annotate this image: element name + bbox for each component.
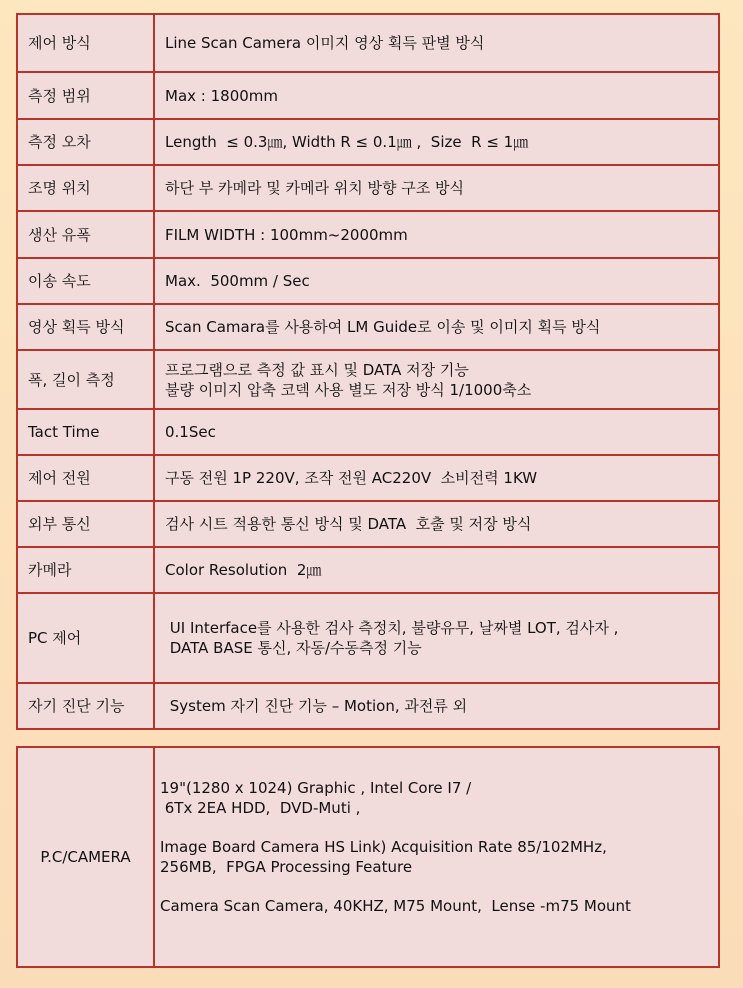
spec-value xyxy=(154,14,719,72)
spec-label: 제어 방식 xyxy=(17,14,154,72)
spec-label: 카메라 xyxy=(17,547,154,593)
spec-row xyxy=(17,683,719,729)
spec-value xyxy=(154,258,719,304)
spec-value-line: Line Scan Camera 이미지 영상 획득 판별 방식 xyxy=(165,34,485,52)
spec-label: 영상 획득 방식 xyxy=(17,304,154,350)
pc-camera-spec-line: Image Board Camera HS Link) Acquisition Rate 85/102MHz, xyxy=(160,838,607,856)
spec-row xyxy=(17,409,719,455)
spec-label: 폭, 길이 측정 xyxy=(17,350,154,409)
spec-row xyxy=(17,547,719,593)
spec-row xyxy=(17,165,719,211)
spec-label: Tact Time xyxy=(17,409,154,455)
spec-row xyxy=(17,211,719,258)
spec-value-line: UI Interface를 사용한 검사 측정치, 불량유무, 날짜별 LOT, 검사자 , xyxy=(165,619,619,637)
spec-row xyxy=(17,119,719,165)
spec-row xyxy=(17,501,719,547)
spec-row xyxy=(17,72,719,119)
spec-value xyxy=(154,409,719,455)
spec-row xyxy=(17,455,719,501)
pc-camera-label: P.C/CAMERA xyxy=(17,747,154,967)
spec-value-line: 프로그램으로 측정 값 표시 및 DATA 저장 기능 xyxy=(165,360,469,379)
spec-value xyxy=(154,593,719,683)
spec-value-line: FILM WIDTH : 100mm~2000mm xyxy=(165,225,408,244)
spec-row xyxy=(17,258,719,304)
pc-camera-specs xyxy=(154,747,719,967)
spec-value-line: Color Resolution 2㎛ xyxy=(165,561,322,579)
spec-value-line: 검사 시트 적용한 통신 방식 및 DATA 호출 및 저장 방식 xyxy=(165,515,532,533)
spec-value-line: Max : 1800mm xyxy=(165,86,278,105)
spec-value-line: System 자기 진단 기능 – Motion, 과전류 외 xyxy=(165,697,468,715)
spec-value xyxy=(154,547,719,593)
spec-value xyxy=(154,211,719,258)
spec-row xyxy=(17,350,719,409)
spacer xyxy=(157,877,718,896)
spec-value xyxy=(154,455,719,501)
spec-label: 측정 오차 xyxy=(17,119,154,165)
spec-label: 자기 진단 기능 xyxy=(17,683,154,729)
spec-value-line: 불량 이미지 압축 코덱 사용 별도 저장 방식 1/1000축소 xyxy=(165,380,532,399)
spec-row xyxy=(17,593,719,683)
spec-value-line: Scan Camara를 사용하여 LM Guide로 이송 및 이미지 획득 방식 xyxy=(165,318,601,336)
spec-value xyxy=(154,165,719,211)
pc-camera-spec-line: Camera Scan Camera, 40KHZ, M75 Mount, Lense -m75 Mount xyxy=(160,897,631,915)
spec-value-line: 하단 부 카메라 및 카메라 위치 방향 구조 방식 xyxy=(165,179,464,197)
spec-label: 생산 유폭 xyxy=(17,211,154,258)
spec-label: 이송 속도 xyxy=(17,258,154,304)
spec-value xyxy=(154,683,719,729)
spec-value xyxy=(154,72,719,119)
spec-value xyxy=(154,304,719,350)
spec-label: PC 제어 xyxy=(17,593,154,683)
spec-value-line: 구동 전원 1P 220V, 조작 전원 AC220V 소비전력 1KW xyxy=(165,469,538,487)
spec-value-line: DATA BASE 통신, 자동/수동측정 기능 xyxy=(165,639,422,657)
spec-label: 외부 통신 xyxy=(17,501,154,547)
spacer xyxy=(157,818,718,837)
pc-camera-table xyxy=(16,746,720,968)
spec-label: 조명 위치 xyxy=(17,165,154,211)
spec-row xyxy=(17,304,719,350)
spec-value-line: 0.1Sec xyxy=(165,423,216,441)
spec-value-line: Length ≤ 0.3㎛, Width R ≤ 0.1㎛ , Size R ≤ 1㎛ xyxy=(165,133,529,151)
spec-table xyxy=(16,13,720,730)
spec-value-line: Max. 500mm / Sec xyxy=(165,272,310,290)
spec-value xyxy=(154,119,719,165)
spec-value xyxy=(154,501,719,547)
spec-label: 제어 전원 xyxy=(17,455,154,501)
pc-camera-spec-line: 19"(1280 x 1024) Graphic , Intel Core I7 / xyxy=(160,779,472,797)
pc-camera-row xyxy=(17,747,719,967)
spec-row xyxy=(17,14,719,72)
spec-label: 측정 범위 xyxy=(17,72,154,119)
pc-camera-spec-line: 256MB, FPGA Processing Feature xyxy=(160,858,413,876)
spec-value xyxy=(154,350,719,409)
pc-camera-spec-line: 6Tx 2EA HDD, DVD-Muti , xyxy=(160,799,361,817)
